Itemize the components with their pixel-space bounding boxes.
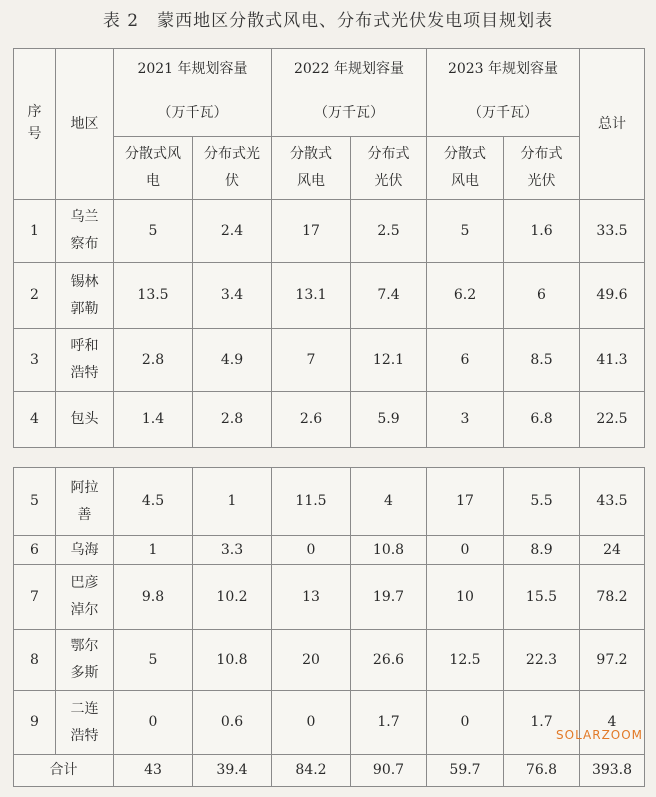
cell-p22: 10.8 (351, 536, 427, 565)
row-number: 7 (14, 565, 56, 630)
cell-total: 22.5 (580, 392, 645, 448)
cell-p21: 10.8 (193, 630, 272, 691)
row-region (56, 565, 114, 630)
cell-w22: 13.1 (272, 263, 351, 329)
row-number: 9 (14, 691, 56, 755)
header-region: 地区 (56, 49, 114, 200)
cell-p22: 7.4 (351, 263, 427, 329)
cell-total: 24 (580, 536, 645, 565)
row-region (56, 691, 114, 755)
row-region (56, 630, 114, 691)
header-unit-2022: （万千瓦） (272, 91, 427, 137)
sum-p21: 39.4 (193, 755, 272, 787)
cell-p22: 5.9 (351, 392, 427, 448)
cell-w23: 10 (427, 565, 504, 630)
sum-w23: 59.7 (427, 755, 504, 787)
cell-p21: 10.2 (193, 565, 272, 630)
cell-p21: 2.4 (193, 200, 272, 263)
cell-w21: 5 (114, 200, 193, 263)
region-label: 阿拉善 (70, 479, 99, 523)
row-number: 2 (14, 263, 56, 329)
header-2023: 2023 年规划容量 (427, 49, 580, 91)
sum-total: 393.8 (580, 755, 645, 787)
cell-w23: 3 (427, 392, 504, 448)
sum-p23: 76.8 (504, 755, 580, 787)
cell-w22: 17 (272, 200, 351, 263)
row-number: 3 (14, 329, 56, 392)
row-region (56, 392, 114, 448)
cell-p23: 22.3 (504, 630, 580, 691)
planning-table-part-2 (13, 467, 645, 787)
cell-p23: 8.5 (504, 329, 580, 392)
header-unit-2023: （万千瓦） (427, 91, 580, 137)
cell-p23: 1.7 (504, 691, 580, 755)
cell-w23: 6 (427, 329, 504, 392)
table-row (14, 565, 645, 630)
header-2021: 2021 年规划容量 (114, 49, 272, 91)
region-label: 巴彦淖尔 (70, 575, 99, 618)
cell-p22: 12.1 (351, 329, 427, 392)
cell-w21: 0 (114, 691, 193, 755)
cell-w23: 17 (427, 468, 504, 536)
header-wind-2023: 分散式风电 (427, 137, 504, 200)
region-label: 乌兰察布 (70, 209, 99, 252)
cell-w23: 6.2 (427, 263, 504, 329)
cell-w23: 0 (427, 536, 504, 565)
cell-w21: 5 (114, 630, 193, 691)
sum-p22: 90.7 (351, 755, 427, 787)
planning-table-part-1 (13, 48, 645, 448)
table-row (14, 691, 645, 755)
cell-p22: 1.7 (351, 691, 427, 755)
row-region (56, 468, 114, 536)
row-region (56, 536, 114, 565)
cell-w22: 13 (272, 565, 351, 630)
cell-p22: 2.5 (351, 200, 427, 263)
table-row (14, 468, 645, 536)
table-row (14, 263, 645, 329)
cell-w22: 0 (272, 536, 351, 565)
cell-p21: 0.6 (193, 691, 272, 755)
row-number: 6 (14, 536, 56, 565)
cell-w22: 7 (272, 329, 351, 392)
header-unit-2021: （万千瓦） (114, 91, 272, 137)
header-pv-2023: 分布式光伏 (504, 137, 580, 200)
cell-total: 41.3 (580, 329, 645, 392)
row-region (56, 263, 114, 329)
row-region (56, 329, 114, 392)
cell-w21: 13.5 (114, 263, 193, 329)
sum-label: 合计 (14, 755, 114, 787)
cell-w21: 9.8 (114, 565, 193, 630)
cell-total: 97.2 (580, 630, 645, 691)
header-wind-2022: 分散式风电 (272, 137, 351, 200)
region-label: 二连浩特 (70, 700, 99, 744)
cell-p22: 4 (351, 468, 427, 536)
cell-p22: 26.6 (351, 630, 427, 691)
table-title: 表 2 蒙西地区分散式风电、分布式光伏发电项目规划表 (102, 11, 554, 31)
cell-w22: 20 (272, 630, 351, 691)
region-label: 锡林郭勒 (70, 273, 99, 317)
cell-p23: 15.5 (504, 565, 580, 630)
cell-p23: 1.6 (504, 200, 580, 263)
cell-w22: 2.6 (272, 392, 351, 448)
sum-w21: 43 (114, 755, 193, 787)
rows-part-2 (14, 468, 645, 755)
header-wind-2021: 分散式风电 (114, 137, 193, 200)
cell-p21: 3.3 (193, 536, 272, 565)
solarzoom-watermark: SOLARZOOM (556, 728, 644, 742)
cell-w22: 0 (272, 691, 351, 755)
row-number: 1 (14, 200, 56, 263)
header-2022: 2022 年规划容量 (272, 49, 427, 91)
region-label: 鄂尔多斯 (70, 638, 99, 681)
cell-total: 49.6 (580, 263, 645, 329)
table-row (14, 536, 645, 565)
cell-p22: 19.7 (351, 565, 427, 630)
table-row (14, 630, 645, 691)
cell-w21: 1 (114, 536, 193, 565)
region-label: 包头 (70, 411, 99, 428)
row-number: 5 (14, 468, 56, 536)
cell-w23: 12.5 (427, 630, 504, 691)
table-row (14, 329, 645, 392)
cell-p21: 2.8 (193, 392, 272, 448)
cell-p21: 3.4 (193, 263, 272, 329)
cell-w22: 11.5 (272, 468, 351, 536)
region-label: 乌海 (70, 541, 99, 558)
table-row (14, 200, 645, 263)
cell-w21: 1.4 (114, 392, 193, 448)
sum-w22: 84.2 (272, 755, 351, 787)
row-number: 4 (14, 392, 56, 448)
cell-w21: 4.5 (114, 468, 193, 536)
cell-p21: 4.9 (193, 329, 272, 392)
header-seq: 序号 (14, 49, 56, 200)
row-region (56, 200, 114, 263)
cell-w23: 5 (427, 200, 504, 263)
cell-total: 4 (580, 691, 645, 755)
row-number: 8 (14, 630, 56, 691)
cell-p23: 5.5 (504, 468, 580, 536)
cell-p21: 1 (193, 468, 272, 536)
cell-w23: 0 (427, 691, 504, 755)
cell-w21: 2.8 (114, 329, 193, 392)
cell-p23: 6 (504, 263, 580, 329)
cell-total: 43.5 (580, 468, 645, 536)
cell-p23: 8.9 (504, 536, 580, 565)
table-row (14, 392, 645, 448)
header-pv-2021: 分布式光伏 (193, 137, 272, 200)
cell-total: 33.5 (580, 200, 645, 263)
header-total: 总计 (580, 49, 645, 200)
rows-part-1 (14, 200, 645, 448)
header-pv-2022: 分布式光伏 (351, 137, 427, 200)
cell-p23: 6.8 (504, 392, 580, 448)
region-label: 呼和浩特 (70, 338, 99, 381)
cell-total: 78.2 (580, 565, 645, 630)
